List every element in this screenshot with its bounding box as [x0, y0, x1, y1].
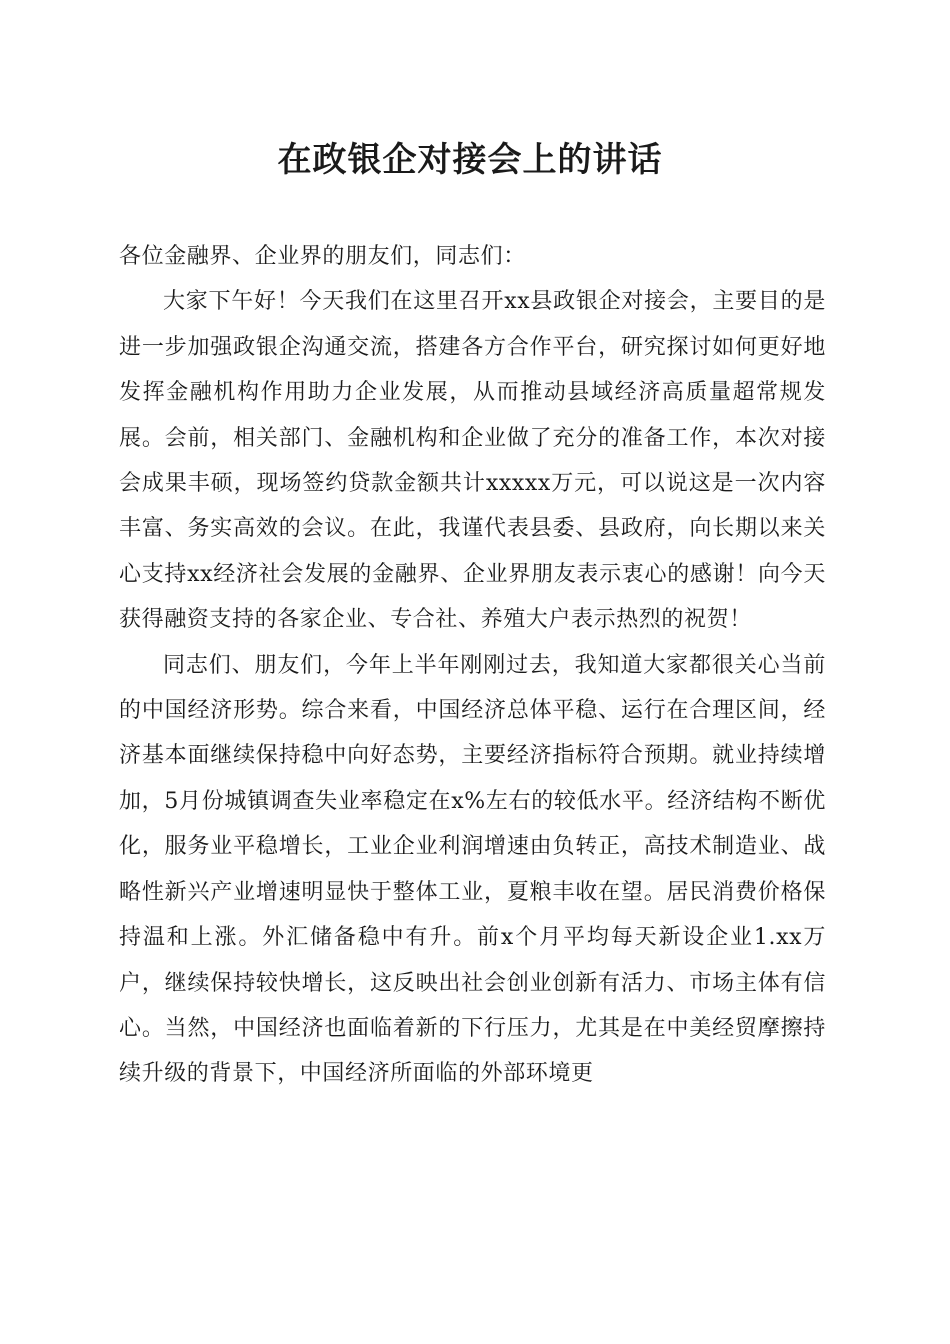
paragraph-economy: 同志们、朋友们，今年上半年刚刚过去，我知道大家都很关心当前的中国经济形势。综合来看，中国经济总体平稳、运行在合理区间，经济基本面继续保持稳中向好态势，主要经济指标符合预期。就业持续增加，5月份城镇调查失业率稳定在x%左右的较低水平。经济结构不断优化，服务业平稳增长，工业企业利润增速由负转正，高技术制造业、战略性新兴产业增速明显快于整体工业，夏粮丰收在望。居民消费价格保持温和上涨。外汇储备稳中有升。前x个月平均每天新设企业1.xx万户，继续保持较快增长，这反映出社会创业创新有活力、市场主体有信心。当然，中国经济也面临着新的下行压力，尤其是在中美经贸摩擦持续升级的背景下，中国经济所面临的外部环境更: [119, 652, 826, 1087]
paragraph-opening: 大家下午好！今天我们在这里召开xx县政银企对接会，主要目的是进一步加强政银企沟通交流，搭建各方合作平台，研究探讨如何更好地发挥金融机构作用助力企业发展，从而推动县域经济高质量超常规发展。会前，相关部门、金融机构和企业做了充分的准备工作，本次对接会成果丰硕，现场签约贷款金额共计xxxxx万元，可以说这是一次内容丰富、务实高效的会议。在此，我谨代表县委、县政府，向长期以来关心支持xx经济社会发展的金融界、企业界朋友表示衷心的感谢！向今天获得融资支持的各家企业、专合社、养殖大户表示热烈的祝贺！: [119, 289, 826, 633]
salutation: 各位金融界、企业界的朋友们，同志们：: [119, 244, 526, 269]
document-title: 在政银企对接会上的讲话: [277, 140, 663, 180]
document-body: [119, 234, 826, 1097]
